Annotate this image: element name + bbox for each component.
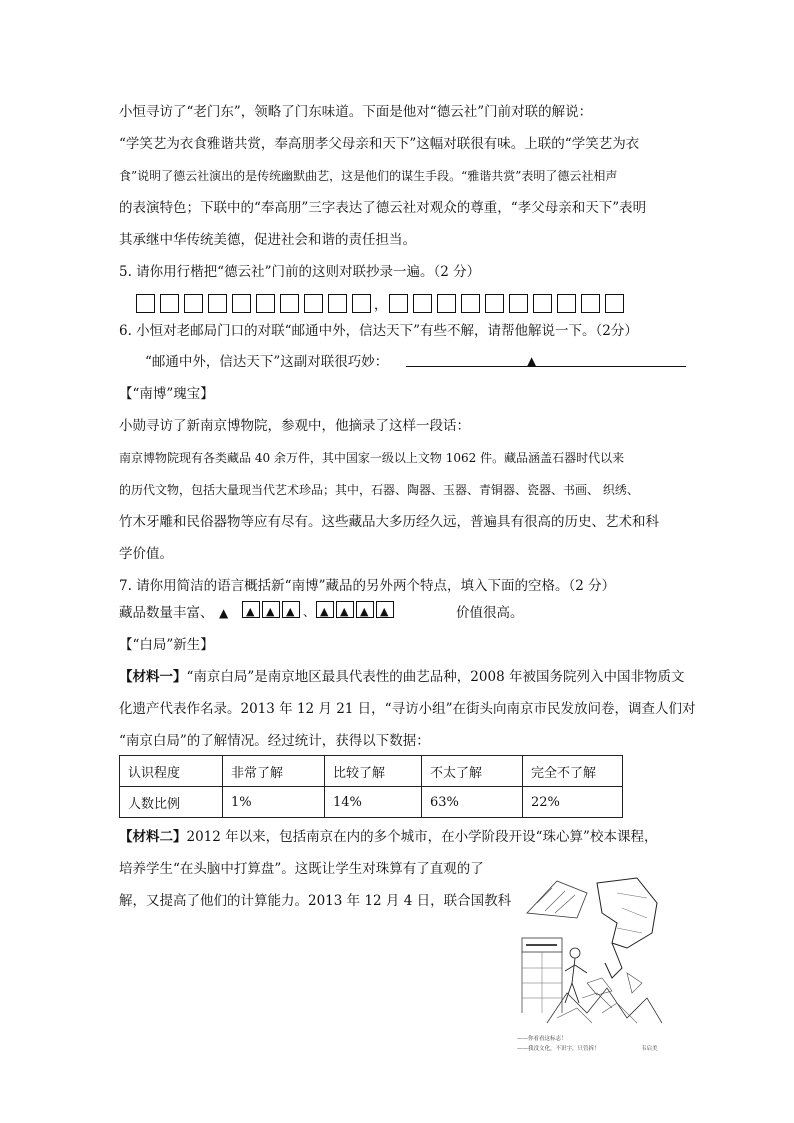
cartoon-caption-2: ——我没文化，不识字，只管拆！ [517,1046,600,1052]
table-cell: 不太了解 [422,756,523,787]
answer-box[interactable] [437,294,456,313]
answer-marker: ▲ [360,605,369,618]
table-cell: 比较了解 [325,756,422,787]
answer-box[interactable] [389,294,408,313]
question-6-answer-line[interactable] [406,366,686,367]
question-7-prefix: 藏品数量丰富、 [119,605,214,621]
table-row [120,787,623,818]
answer-box[interactable] [208,294,227,313]
answer-box[interactable] [184,294,203,313]
answer-separator: 、 [303,605,316,619]
table-cell: 人数比例 [120,787,223,818]
answer-box[interactable] [262,601,280,618]
nanbo-paragraph-3: 竹木牙雕和民俗器物等应有尽有。这些藏品大多历经久远，普遍具有很高的历史、艺术和科 [119,514,659,530]
table-cell: 非常了解 [223,756,325,787]
answer-box[interactable] [376,601,394,618]
material-1-label: 【材料一】 [119,669,187,685]
answer-box[interactable] [160,294,179,313]
intro-line-3: 食”说明了德云社演出的是传统幽默曲艺，这是他们的谋生手段。“雅谐共赏”表明了德云社相声 [119,169,618,183]
question-6-prompt: “邮通中外，信达天下”这副对联很巧妙： [145,354,389,370]
nanbo-paragraph-1: 南京博物院现有各类藏品 40 余万件，其中国家一级以上文物 1062 件。藏品涵盖石器时代以来 [119,451,625,465]
answer-box[interactable] [316,601,334,618]
question-7: 7. 请你用简洁的语言概括新“南博”藏品的另外两个特点，填入下面的空格。（2 分） [119,578,616,594]
table-cell: 1% [223,787,325,818]
question-6: 6. 小恒对老邮局门口的对联“邮通中外，信达天下”有些不解，请帮他解说一下。（2分） [119,323,638,339]
table-cell: 完全不了解 [523,756,623,787]
material-2-line-2: 培养学生“在头脑中打算盘”。这既让学生对珠算有了直观的了 [119,861,484,877]
couplet-answer-boxes[interactable] [136,291,629,313]
answer-box[interactable] [256,294,275,313]
answer-box[interactable] [280,294,299,313]
answer-box[interactable] [328,294,347,313]
nanbo-paragraph-4: 学价值。 [119,546,173,562]
answer-marker: ▲ [219,606,229,620]
answer-box[interactable] [352,294,371,313]
answer-box[interactable] [605,294,624,313]
answer-box[interactable] [509,294,528,313]
answer-box[interactable] [304,294,323,313]
question-7-answer-boxes[interactable] [242,601,396,618]
cartoon-illustration [517,873,662,1030]
material-2-line-1 [119,828,657,846]
intro-line-2: “学笑艺为衣食雅谐共赏，奉高朋孝父母亲和天下”这幅对联很有味。上联的“学笑艺为衣 [119,136,640,152]
cartoon-author: 韦启美 [641,1046,658,1052]
section-heading-baiju: 【“白局”新生】 [119,637,214,653]
intro-line-1: 小恒寻访了“老门东”，领略了门东味道。下面是他对“德云社”门前对联的解说： [119,104,593,120]
answer-marker: ▲ [320,605,329,618]
answer-box[interactable] [136,294,155,313]
answer-marker: ▲ [246,605,255,618]
table-cell: 14% [325,787,422,818]
nanbo-paragraph-2: 的历代文物，包括大量现当代艺术珍品；其中，石器、陶器、玉器、青铜器、瓷器、书画、 织绣、 [119,483,639,497]
answer-box[interactable] [557,294,576,313]
table-cell: 22% [523,787,623,818]
nanbo-intro: 小勋寻访了新南京博物院，参观中，他摘录了这样一段话： [119,418,470,434]
answer-marker: ▲ [380,605,389,618]
answer-box[interactable] [461,294,480,313]
answer-marker: ▲ [340,605,349,618]
material-2-text: 2012 年以来，包括南京在内的多个城市，在小学阶段开设“珠心算”校本课程， [186,829,658,845]
material-2-label: 【材料二】 [119,829,187,845]
question-7-suffix: 价值很高。 [456,605,524,621]
answer-marker: ▲ [266,605,275,618]
answer-box[interactable] [485,294,504,313]
material-1-text: “南京白局”是南京地区最具代表性的曲艺品种，2008 年被国务院列入中国非物质文 [186,669,685,685]
table-cell: 63% [422,787,523,818]
answer-box[interactable] [356,601,374,618]
answer-box[interactable] [282,601,300,618]
material-2-line-3: 解，又提高了他们的计算能力。2013 年 12 月 4 日，联合国教科 [119,893,512,909]
intro-line-4: 的表演特色；下联中的“奉高朋”三字表达了德云社对观众的尊重，“孝父母亲和天下”表明 [119,200,647,216]
table-header-row [120,756,623,787]
answer-box[interactable] [413,294,432,313]
couplet-separator: ， [374,298,388,313]
survey-table [119,755,623,818]
question-5: 5. 请你用行楷把“德云社”门前的这则对联抄录一遍。（2 分） [119,264,481,280]
answer-box[interactable] [533,294,552,313]
answer-box[interactable] [581,294,600,313]
answer-marker: ▲ [286,605,295,618]
answer-box[interactable] [242,601,260,618]
section-heading-nanbo: 【“南博”瑰宝】 [119,386,214,402]
answer-box[interactable] [232,294,251,313]
material-1-line-3: “南京白局”的了解情况。经过统计，获得以下数据： [119,733,430,749]
material-1-line-1 [119,668,684,686]
answer-marker: ▲ [527,354,537,368]
table-cell: 认识程度 [120,756,223,787]
answer-box[interactable] [336,601,354,618]
intro-line-5: 其承继中华传统美德，促进社会和谐的责任担当。 [119,232,416,248]
material-1-line-2: 化遗产代表作名录。2013 年 12 月 21 日，“寻访小组”在街头向南京市民发放问卷，调查人们对 [119,701,696,717]
cartoon-caption-1: ——你看看这标志！ [517,1036,567,1042]
